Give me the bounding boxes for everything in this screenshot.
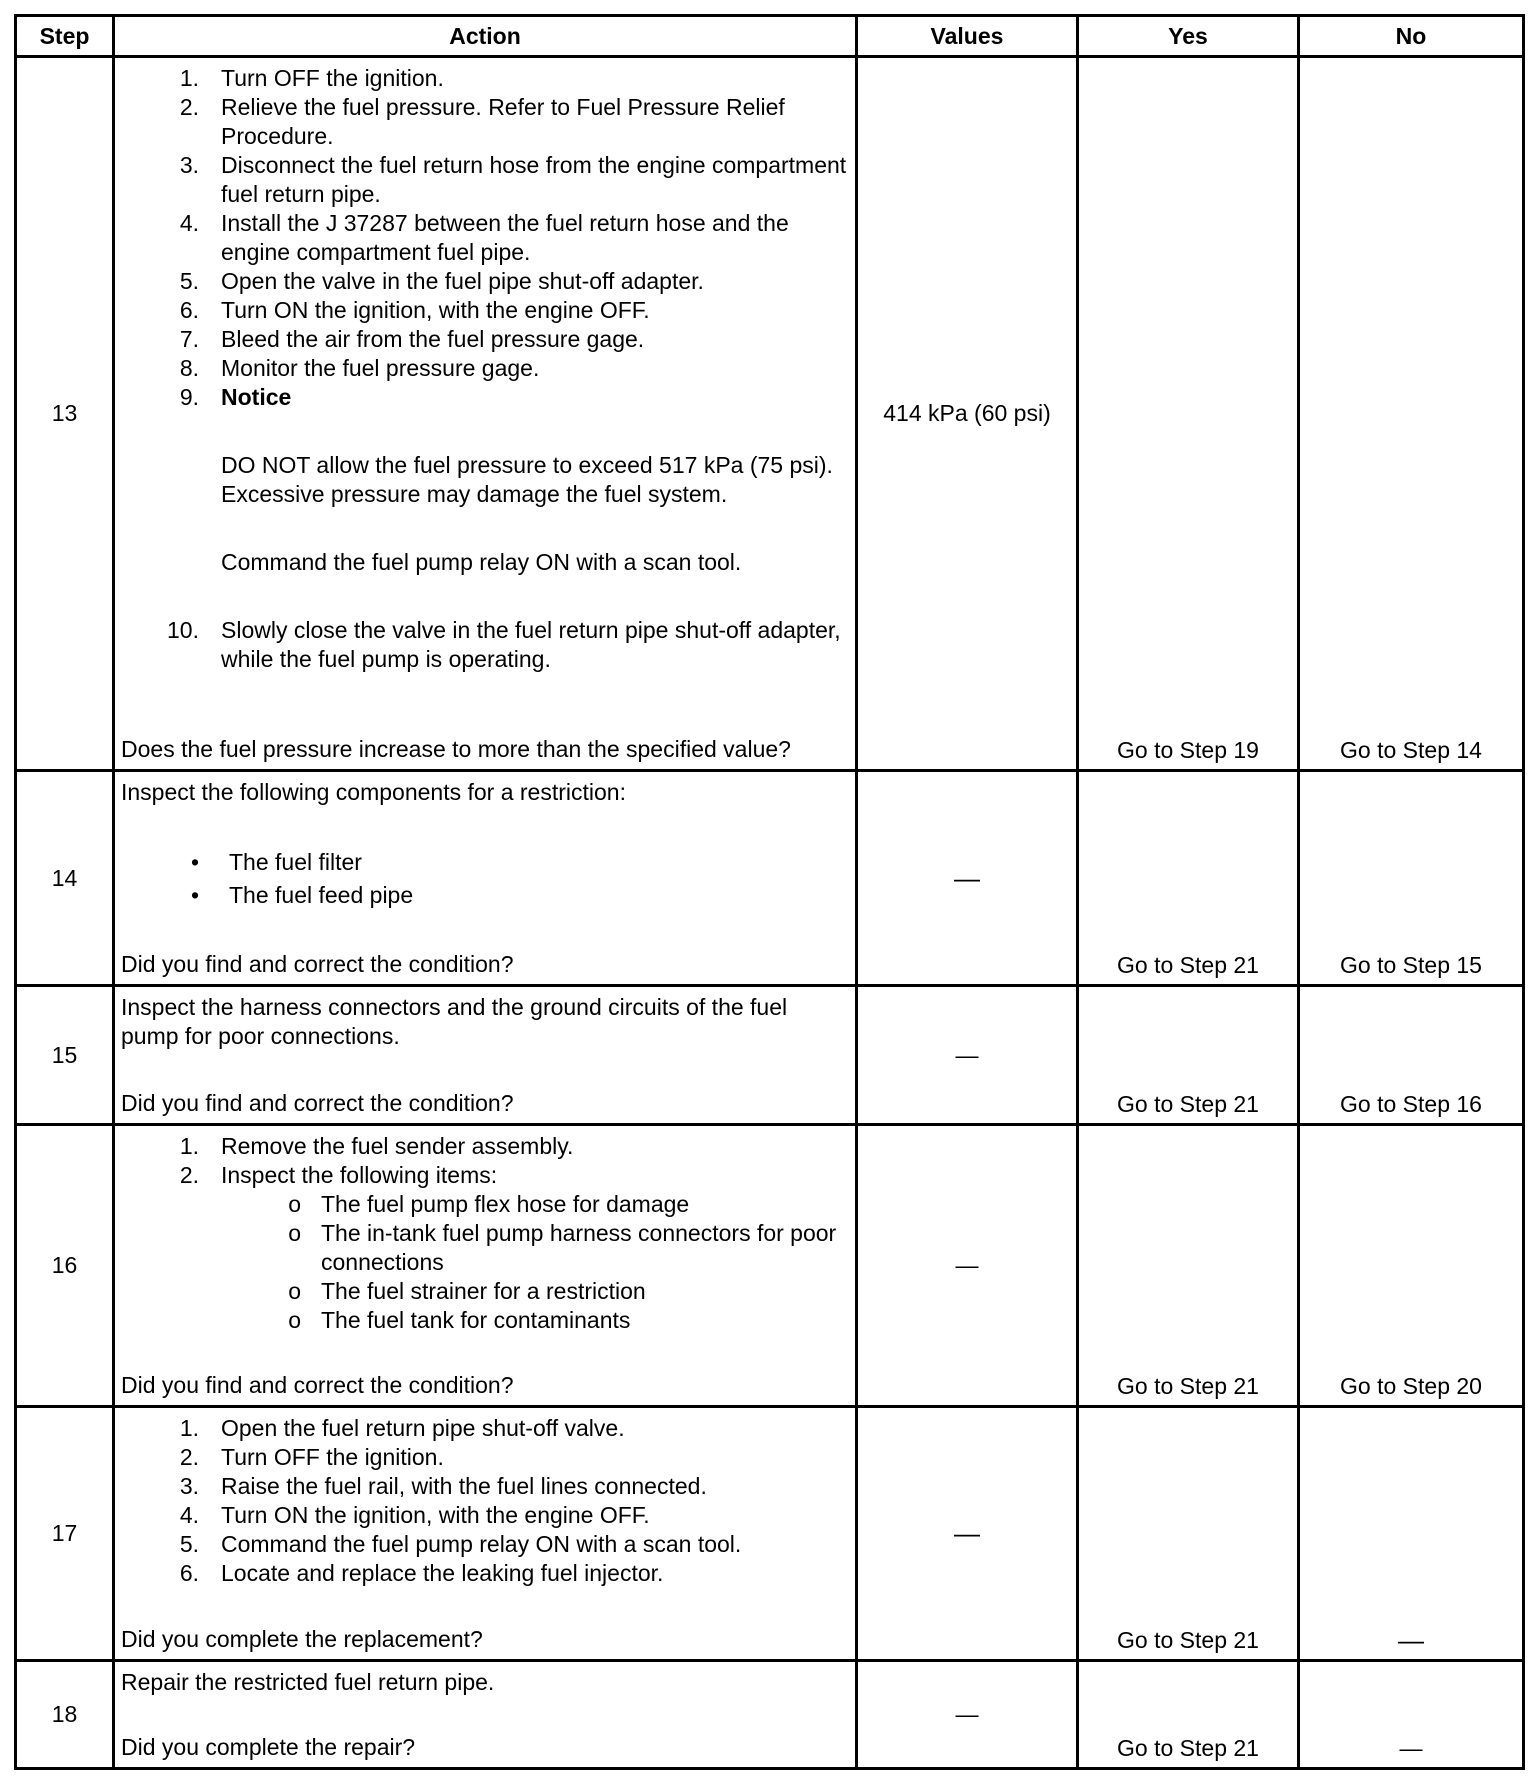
list-item — [121, 1414, 849, 1443]
table-row-step-16 — [16, 1125, 1524, 1407]
list-item-text: • — [190, 882, 199, 908]
header-row — [16, 16, 1524, 57]
list-item — [121, 151, 849, 209]
list-item-text: 4. — [179, 1502, 199, 1528]
list-item — [121, 1132, 849, 1161]
action-cell — [114, 986, 857, 1125]
list-item — [121, 1472, 849, 1501]
table-row-step-15 — [16, 986, 1524, 1125]
list-item-text: 3. — [179, 152, 199, 178]
list-item-text: Disconnect the fuel return hose from the engine compartment fuel return pipe. — [221, 152, 847, 207]
value-cell: — — [857, 1407, 1078, 1661]
sub-list-item — [221, 1306, 849, 1335]
list-item-text: Open the valve in the fuel pipe shut-off adapter. — [221, 268, 704, 294]
list-item-text: The fuel tank for contaminants — [321, 1307, 631, 1333]
list-item — [121, 209, 849, 267]
list-item-text: Bleed the air from the fuel pressure gage. — [221, 326, 645, 352]
list-item-text: 4. — [179, 210, 199, 236]
list-item-text: 6. — [179, 297, 199, 323]
list-item-text: The fuel strainer for a restriction — [321, 1278, 646, 1304]
no-cell: — — [1299, 1661, 1524, 1769]
list-item-text: The in-tank fuel pump harness connectors for poor connections — [321, 1220, 837, 1275]
header-values: Values — [857, 16, 1078, 57]
value-cell: — — [857, 771, 1078, 986]
list-item — [121, 848, 849, 877]
list-item-text: o — [288, 1220, 301, 1246]
list-item-text: o — [288, 1278, 301, 1304]
sub-list-item — [221, 1219, 849, 1277]
list-item-text: Turn OFF the ignition. — [221, 65, 444, 91]
no-cell: Go to Step 14 — [1299, 57, 1524, 771]
action-cell — [114, 1661, 857, 1769]
notice-text: DO NOT allow the fuel pressure to exceed 517 kPa (75 psi). Excessive pressure may damage the fuel system. — [221, 452, 833, 507]
list-item-text: Command the fuel pump relay ON with a scan tool. — [221, 1531, 742, 1557]
value-cell: — — [857, 986, 1078, 1125]
question-text: Did you complete the repair? — [121, 1734, 416, 1760]
value-cell: — — [857, 1661, 1078, 1769]
list-item-text: Install the J 37287 between the fuel return hose and the engine compartment fuel pipe. — [221, 210, 789, 265]
value-cell: 414 kPa (60 psi) — [857, 57, 1078, 771]
list-item-text: 5. — [179, 268, 199, 294]
list-item-text: 7. — [179, 326, 199, 352]
no-cell: Go to Step 16 — [1299, 986, 1524, 1125]
diagnostic-table — [14, 14, 1525, 1770]
list-item-text: 6. — [179, 1560, 199, 1586]
list-item-text: • — [190, 849, 199, 875]
yes-cell: Go to Step 21 — [1078, 986, 1299, 1125]
table-row-step-18 — [16, 1661, 1524, 1769]
list-item-text: 10. — [167, 617, 199, 643]
no-cell: — — [1299, 1407, 1524, 1661]
list-item — [121, 383, 849, 412]
list-item-text: Raise the fuel rail, with the fuel lines connected. — [221, 1473, 707, 1499]
list-item-text: Slowly close the valve in the fuel return pipe shut-off adapter, while the fuel pump is operating. — [221, 617, 841, 672]
action-cell — [114, 57, 857, 771]
step-number: 18 — [16, 1661, 114, 1769]
list-item-text: 5. — [179, 1531, 199, 1557]
list-item-text: 2. — [179, 94, 199, 120]
question-text: Did you find and correct the condition? — [121, 1090, 514, 1116]
action-cell — [114, 1407, 857, 1661]
no-cell: Go to Step 15 — [1299, 771, 1524, 986]
list-item-text: 2. — [179, 1162, 199, 1188]
list-item-text: 1. — [179, 1133, 199, 1159]
sub-list-item — [221, 1190, 849, 1219]
list-item-text: 1. — [179, 65, 199, 91]
list-item-text: Turn OFF the ignition. — [221, 1444, 444, 1470]
header-no: No — [1299, 16, 1524, 57]
list-item-text: o — [288, 1307, 301, 1333]
list-item-text: 8. — [179, 355, 199, 381]
list-item-text: 9. — [179, 384, 199, 410]
list-item-text: The fuel filter — [229, 849, 362, 875]
list-item-text: Remove the fuel sender assembly. — [221, 1133, 574, 1159]
list-item-text: Monitor the fuel pressure gage. — [221, 355, 540, 381]
list-item-text: Turn ON the ignition, with the engine OFF. — [221, 1502, 650, 1528]
list-item — [121, 354, 849, 383]
step-number: 13 — [16, 57, 114, 771]
list-item-text: The fuel pump flex hose for damage — [321, 1191, 690, 1217]
list-item — [121, 1530, 849, 1559]
list-item-text: Relieve the fuel pressure. Refer to Fuel Pressure Relief Procedure. — [221, 94, 785, 149]
yes-cell: Go to Step 21 — [1078, 1407, 1299, 1661]
table-row-step-17 — [16, 1407, 1524, 1661]
list-item-text: 2. — [179, 1444, 199, 1470]
step-number: 17 — [16, 1407, 114, 1661]
list-item — [121, 616, 849, 674]
question-text: Did you find and correct the condition? — [121, 951, 514, 977]
table-row-step-14 — [16, 771, 1524, 986]
step-number: 16 — [16, 1125, 114, 1407]
list-item-text: Inspect the following items: — [221, 1162, 498, 1188]
notice-command: Command the fuel pump relay ON with a scan tool. — [221, 549, 742, 575]
step-number: 14 — [16, 771, 114, 986]
list-item — [121, 64, 849, 93]
intro-text: Inspect the harness connectors and the ground circuits of the fuel pump for poor connections. — [121, 994, 788, 1049]
yes-cell: Go to Step 21 — [1078, 771, 1299, 986]
table-row-step-13 — [16, 57, 1524, 771]
list-item-text: 3. — [179, 1473, 199, 1499]
list-item — [121, 1443, 849, 1472]
yes-cell: Go to Step 21 — [1078, 1125, 1299, 1407]
action-cell — [114, 1125, 857, 1407]
list-item — [121, 1501, 849, 1530]
no-cell: Go to Step 20 — [1299, 1125, 1524, 1407]
question-text: Did you find and correct the condition? — [121, 1372, 514, 1398]
intro-text: Repair the restricted fuel return pipe. — [121, 1669, 495, 1695]
list-item-text: The fuel feed pipe — [229, 882, 414, 908]
question-text: Does the fuel pressure increase to more than the specified value? — [121, 736, 791, 762]
header-yes: Yes — [1078, 16, 1299, 57]
list-item — [121, 881, 849, 910]
list-item — [121, 267, 849, 296]
list-item-text: o — [288, 1191, 301, 1217]
header-action: Action — [114, 16, 857, 57]
list-item-text: Locate and replace the leaking fuel injector. — [221, 1560, 664, 1586]
list-item — [121, 325, 849, 354]
yes-cell: Go to Step 21 — [1078, 1661, 1299, 1769]
list-item — [121, 296, 849, 325]
notice-label: Notice — [221, 384, 292, 410]
action-cell — [114, 771, 857, 986]
list-item — [121, 1559, 849, 1588]
list-item-text: Open the fuel return pipe shut-off valve. — [221, 1415, 625, 1441]
list-item — [121, 1161, 849, 1190]
list-item-text: Turn ON the ignition, with the engine OFF. — [221, 297, 650, 323]
sub-list-item — [221, 1277, 849, 1306]
header-step: Step — [16, 16, 114, 57]
list-item — [121, 93, 849, 151]
step-number: 15 — [16, 986, 114, 1125]
value-cell: — — [857, 1125, 1078, 1407]
yes-cell: Go to Step 19 — [1078, 57, 1299, 771]
list-item-text: 1. — [179, 1415, 199, 1441]
question-text: Did you complete the replacement? — [121, 1626, 483, 1652]
intro-text: Inspect the following components for a restriction: — [121, 779, 626, 805]
